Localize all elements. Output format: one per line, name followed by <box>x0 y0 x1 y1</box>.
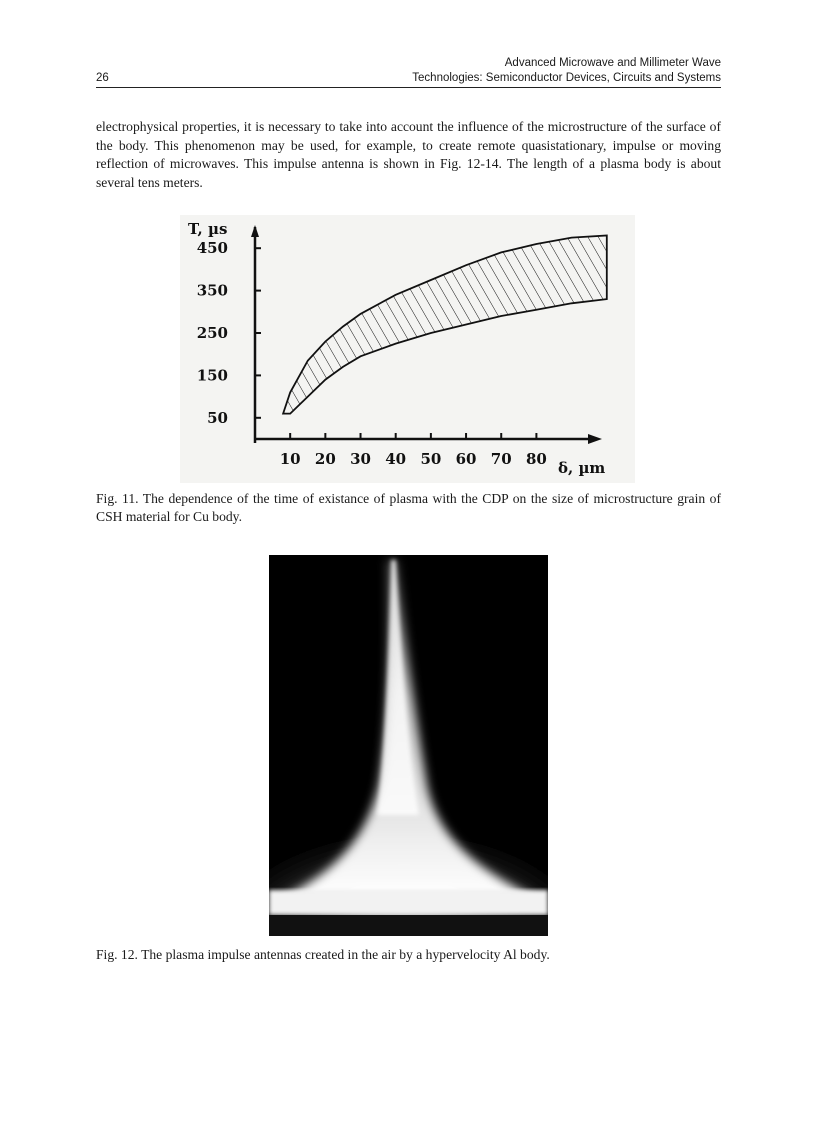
figure-12-caption: Fig. 12. The plasma impulse antennas created in the air by a hypervelocity Al body. <box>96 947 550 962</box>
hatched-band <box>283 236 607 414</box>
running-header <box>96 56 721 88</box>
y-tick-label: 450 <box>196 239 228 258</box>
plasma-photo-svg <box>269 555 548 936</box>
y-tick-label: 250 <box>196 324 228 342</box>
x-tick-label: 60 <box>455 450 477 468</box>
header-title-line2: Technologies: Semiconductor Devices, Circuits and Systems <box>412 72 721 84</box>
x-axis-label: δ, µm <box>558 459 606 477</box>
x-tick-label: 10 <box>279 450 301 468</box>
y-tick-label: 350 <box>196 281 228 300</box>
ground-glow <box>269 890 548 915</box>
header-title-line1: Advanced Microwave and Millimeter Wave <box>504 57 721 69</box>
x-tick-label: 20 <box>314 450 336 468</box>
x-tick-label: 30 <box>350 450 371 468</box>
plot-area <box>283 236 607 414</box>
x-tick-label: 70 <box>490 450 512 468</box>
figure-11-chart <box>180 215 635 483</box>
chart-svg <box>180 215 635 483</box>
header-line2 <box>96 71 721 88</box>
x-tick-label: 40 <box>385 450 407 468</box>
x-tick-label: 80 <box>525 450 547 468</box>
y-tick-label: 150 <box>196 366 228 385</box>
figure-12-photo <box>269 555 548 936</box>
y-axis-arrow <box>251 225 259 237</box>
body-paragraph: electrophysical properties, it is necessary to take into account the influence of the microstructure of the surface of the body. This phenomenon may be used, for example, to create remote quasistationary, impulse or moving reflection of microwaves. This impulse antenna is shown in Fig. 12-14. The length of a plasma body is about several tens meters. <box>96 119 721 190</box>
x-tick-label: 50 <box>420 450 442 468</box>
figure-11-caption: Fig. 11. The dependence of the time of existance of plasma with the CDP on the size of microstructure grain of CSH material for Cu body. <box>96 491 721 524</box>
y-axis-label: T, µs <box>188 220 228 238</box>
ground-shadow <box>269 915 548 936</box>
y-tick-label: 50 <box>207 408 228 427</box>
page-number: 26 <box>96 72 109 84</box>
x-axis-arrow <box>588 434 602 444</box>
